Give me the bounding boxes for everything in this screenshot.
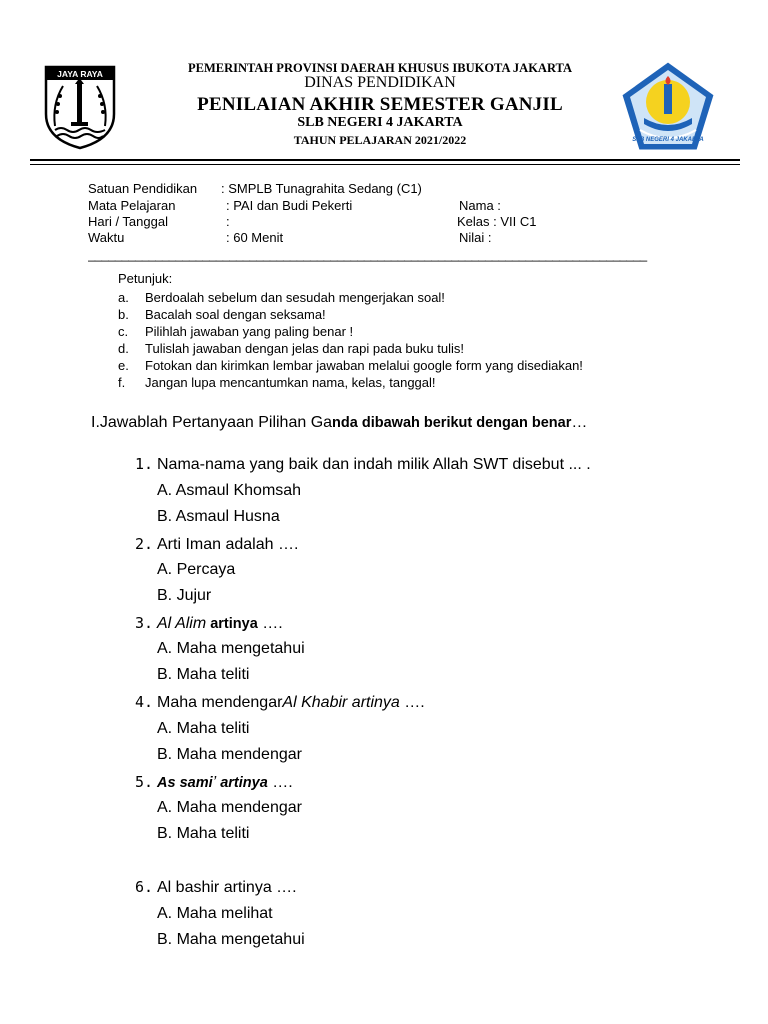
- question-text-bold: artinya: [206, 616, 258, 632]
- nilai-field: Nilai :: [459, 230, 492, 245]
- section-heading-bold: nda dibawah berikut dengan benar: [332, 415, 572, 431]
- question-4: [135, 693, 425, 712]
- satuan-label: Satuan Pendidikan: [88, 181, 198, 196]
- option-a: A. Percaya: [157, 561, 236, 578]
- instruction-text: Bacalah soal dengan seksama!: [145, 307, 326, 322]
- question-text: Arti Iman adalah ….: [157, 536, 299, 553]
- question-text: Al bashir artinya ….: [157, 879, 297, 896]
- question-text-bolditalic: As sami: [157, 775, 213, 791]
- question-number: 6.: [135, 878, 154, 896]
- header-rule-thick: [30, 159, 740, 161]
- option-a: A. Asmaul Khomsah: [157, 482, 302, 499]
- instruction-item: [118, 324, 353, 339]
- question-3: [135, 614, 283, 633]
- instruction-letter: d.: [118, 341, 129, 356]
- satuan-value: : SMPLB Tunagrahita Sedang (C1): [221, 181, 422, 196]
- instruction-item: [118, 307, 326, 322]
- question-number: 4.: [135, 693, 154, 711]
- option-a: A. Maha mendengar: [157, 799, 302, 816]
- hari-value: :: [226, 214, 230, 229]
- option-b: B. Maha teliti: [157, 825, 250, 842]
- question-text-italic: Al Alim: [157, 615, 207, 632]
- school-logo: [620, 60, 716, 152]
- instruction-text: Tulislah jawaban dengan jelas dan rapi pada buku tulis!: [145, 341, 464, 356]
- instruction-item: [118, 290, 445, 305]
- nama-field: Nama :: [459, 198, 501, 213]
- waktu-label: Waktu: [88, 230, 125, 245]
- option-a: A. Maha teliti: [157, 720, 250, 737]
- school-logo-text: SLB NEGERI 4 JAKARTA: [632, 137, 704, 143]
- question-2: [135, 535, 298, 554]
- instruction-letter: b.: [118, 307, 129, 322]
- question-number: 3.: [135, 614, 154, 632]
- section-heading-part: I.Jawablah Pertanyaan Pilihan Ga: [91, 414, 333, 431]
- option-a: A. Maha melihat: [157, 905, 273, 922]
- mapel-value: : PAI dan Budi Pekerti: [226, 198, 353, 213]
- option-a: A. Maha mengetahui: [157, 640, 305, 657]
- question-text-tail: ….: [257, 615, 283, 632]
- instruction-text: Pilihlah jawaban yang paling benar !: [145, 324, 354, 339]
- instructions-title: Petunjuk:: [118, 271, 173, 286]
- option-b: B. Maha mengetahui: [157, 931, 305, 948]
- jakarta-emblem-logo: [43, 64, 117, 150]
- header-school: SLB NEGERI 4 JAKARTA: [297, 115, 463, 130]
- instruction-item: [118, 375, 436, 390]
- mapel-label: Mata Pelajaran: [88, 198, 176, 213]
- option-b: B. Maha mendengar: [157, 746, 302, 763]
- question-text: Nama-nama yang baik dan indah milik Allah SWT disebut ... .: [157, 456, 591, 473]
- question-text-quote: ’: [212, 774, 217, 791]
- question-1: [135, 455, 591, 474]
- question-text: Maha mendengar: [157, 694, 283, 711]
- header-agency: DINAS PENDIDIKAN: [304, 74, 456, 91]
- instruction-text: Jangan lupa mencantumkan nama, kelas, tanggal!: [145, 375, 436, 390]
- emblem-text: JAYA RAYA: [57, 69, 103, 79]
- question-number: 2.: [135, 535, 154, 553]
- instruction-text: Berdoalah sebelum dan sesudah mengerjakan soal!: [145, 290, 445, 305]
- header-year: TAHUN PELAJARAN 2021/2022: [293, 133, 467, 147]
- question-number: 5.: [135, 773, 154, 791]
- instruction-letter: a.: [118, 290, 129, 305]
- question-number: 1.: [135, 455, 154, 473]
- instruction-letter: f.: [118, 375, 126, 390]
- instruction-item: [118, 358, 583, 373]
- question-text-tail: ….: [399, 694, 425, 711]
- section-heading-ellipsis: …: [571, 414, 588, 431]
- option-b: B. Asmaul Husna: [157, 508, 280, 525]
- question-6: [135, 878, 297, 897]
- waktu-value: : 60 Menit: [226, 230, 284, 245]
- header-exam-title: PENILAIAN AKHIR SEMESTER GANJIL: [197, 94, 563, 115]
- question-text-tail: ….: [267, 774, 293, 791]
- instruction-item: [118, 341, 464, 356]
- header-rule-thin: [30, 164, 740, 165]
- section-heading: [91, 414, 587, 432]
- instruction-letter: c.: [118, 324, 129, 339]
- instruction-text: Fotokan dan kirimkan lembar jawaban melalui google form yang disediakan!: [145, 358, 583, 373]
- question-5: [135, 773, 293, 792]
- header-province: PEMERINTAH PROVINSI DAERAH KHUSUS IBUKOTA JAKARTA: [188, 61, 572, 75]
- question-text-italic: Al Khabir artinya: [282, 694, 400, 711]
- instruction-letter: e.: [118, 358, 129, 373]
- question-text-bold: artinya: [216, 775, 268, 791]
- kelas-field: Kelas : VII C1: [457, 214, 537, 229]
- option-b: B. Jujur: [157, 587, 212, 604]
- option-b: B. Maha teliti: [157, 666, 250, 683]
- hari-label: Hari / Tanggal: [88, 214, 168, 229]
- separator-line: ___________________________________________________________________________________: [88, 247, 647, 262]
